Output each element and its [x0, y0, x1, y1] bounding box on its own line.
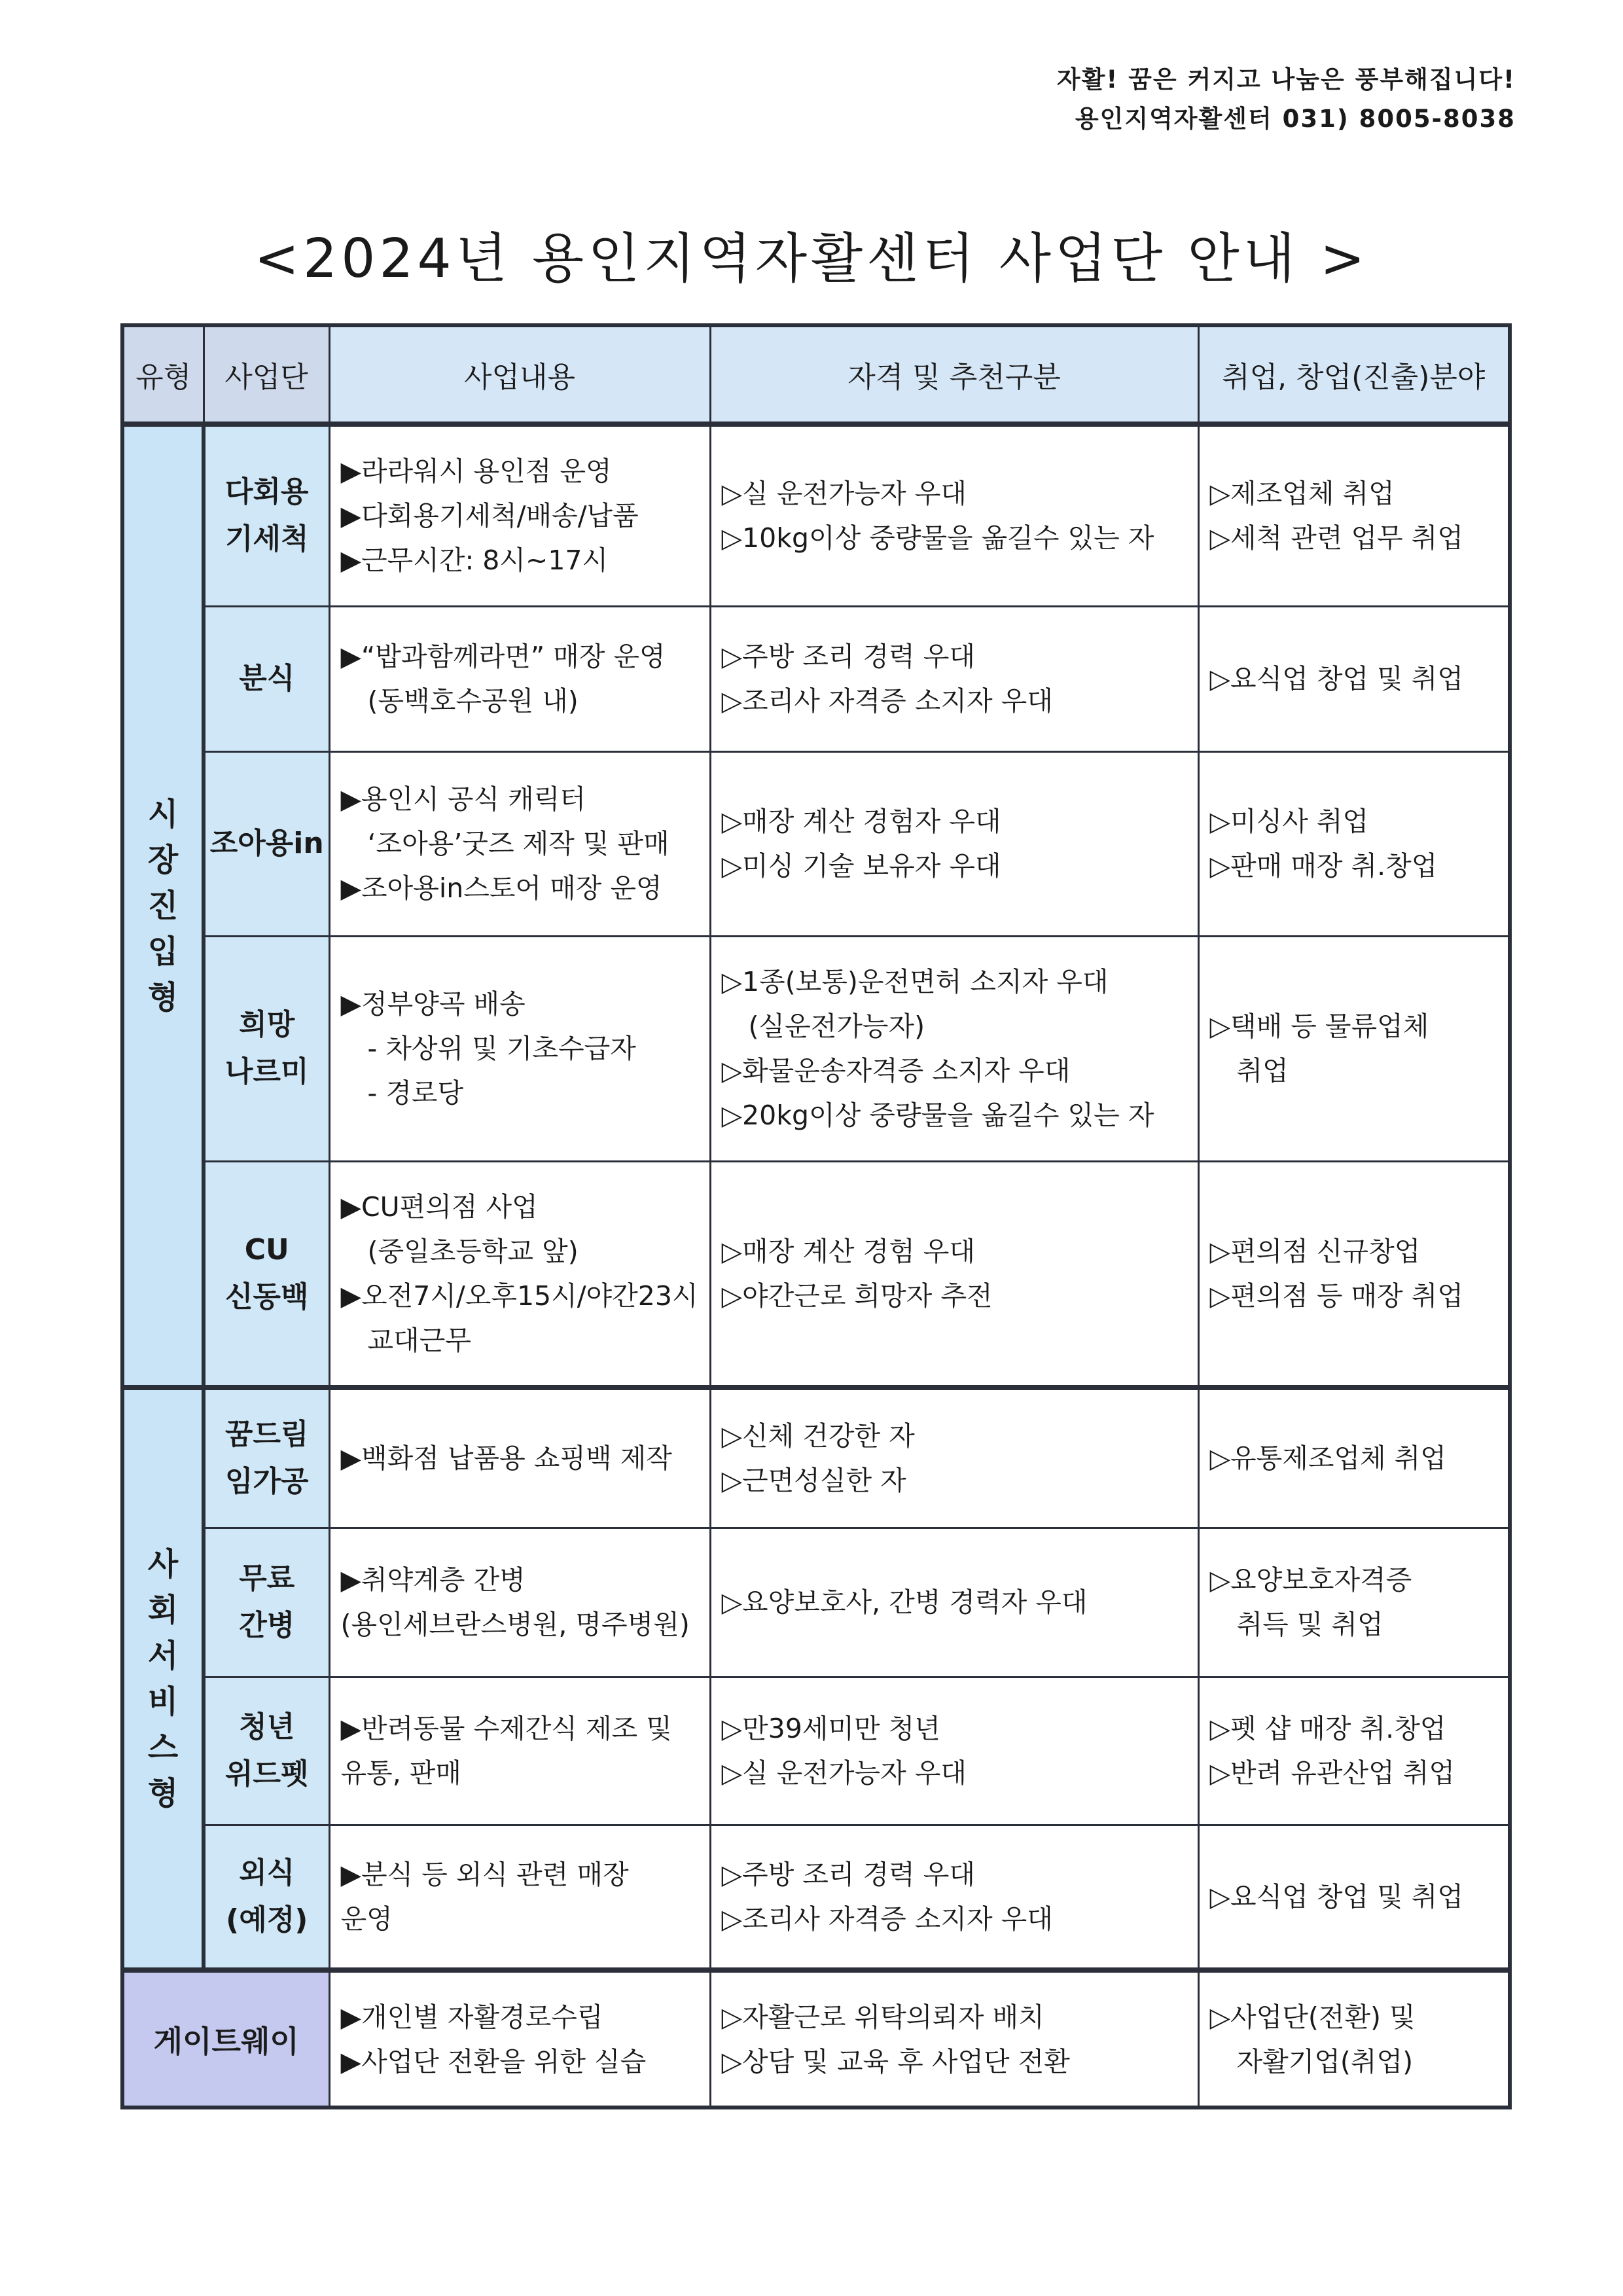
gateway-career-line: 자활기업(취업) — [1209, 2045, 1414, 2077]
qualification-cell — [710, 424, 1198, 606]
table-row — [122, 1388, 1510, 1528]
content-line: ▶조아용in스토어 매장 운영 — [340, 872, 662, 904]
unit-name-line: CU — [244, 1232, 289, 1266]
column-header-career: 취업, 창업(진출)분야 — [1198, 325, 1510, 424]
unit-name-line: 분식 — [239, 662, 295, 695]
content-line: ▶취약계층 간병 — [340, 1564, 526, 1596]
unit-name-line: 조아용in — [209, 827, 324, 860]
qualification-line: ▷주방 조리 경력 우대 — [721, 1858, 975, 1890]
table-header-row — [122, 325, 1510, 424]
career-line: ▷세척 관련 업무 취업 — [1209, 522, 1463, 554]
content-line: ▶반려동물 수제간식 제조 및 — [340, 1713, 672, 1744]
table-row — [122, 1825, 1510, 1970]
table-row — [122, 1528, 1510, 1677]
career-line: ▷제조업체 취업 — [1209, 478, 1395, 510]
content-line: ▶오전7시/오후15시/야간23시 — [340, 1280, 698, 1312]
qualification-cell — [710, 936, 1198, 1161]
type-char: 스 — [147, 1729, 179, 1766]
unit-name-cell — [204, 1677, 329, 1825]
career-line: 취업 — [1209, 1055, 1289, 1086]
career-line: ▷요식업 창업 및 취업 — [1209, 663, 1463, 694]
table-row — [122, 936, 1510, 1161]
content-cell — [329, 1528, 710, 1677]
career-cell — [1198, 606, 1510, 751]
career-cell — [1198, 1825, 1510, 1970]
type-char: 회 — [147, 1592, 179, 1628]
column-header-unit: 사업단 — [204, 325, 329, 424]
unit-name-line: 청년 — [239, 1710, 295, 1744]
type-char: 형 — [147, 1775, 179, 1812]
unit-name-cell — [204, 751, 329, 936]
type-char: 형 — [147, 979, 179, 1016]
content-line: ▶백화점 납품용 쇼핑백 제작 — [340, 1443, 672, 1475]
qualification-line: ▷매장 계산 경험자 우대 — [721, 806, 1001, 837]
qualification-cell — [710, 1161, 1198, 1388]
career-cell — [1198, 1677, 1510, 1825]
gateway-qualification-line: ▷상담 및 교육 후 사업단 전환 — [721, 2045, 1070, 2077]
unit-name-line: 나르미 — [224, 1055, 309, 1088]
content-cell — [329, 1388, 710, 1528]
gateway-label: 게이트웨이 — [122, 1970, 329, 2108]
gateway-content-line: ▶사업단 전환을 위한 실습 — [340, 2045, 647, 2077]
content-line: 운영 — [340, 1903, 393, 1935]
unit-name-cell — [204, 936, 329, 1161]
unit-name-cell — [204, 1388, 329, 1528]
unit-name-line: 외식 — [239, 1856, 295, 1890]
content-cell — [329, 424, 710, 606]
career-line: 취득 및 취업 — [1209, 1609, 1383, 1640]
table-row — [122, 751, 1510, 936]
career-line: ▷요식업 창업 및 취업 — [1209, 1880, 1463, 1912]
unit-name-cell — [204, 424, 329, 606]
table-row — [122, 1677, 1510, 1825]
qualification-line: ▷화물운송자격증 소지자 우대 — [721, 1055, 1071, 1086]
gateway-qualification-line: ▷자활근로 위탁의뢰자 배치 — [721, 2001, 1044, 2033]
content-line: ▶용인시 공식 캐릭터 — [340, 783, 586, 815]
type-char: 사 — [147, 1546, 179, 1583]
unit-name-cell — [204, 1825, 329, 1970]
table-row — [122, 606, 1510, 751]
column-header-qualification: 자격 및 추천구분 — [710, 325, 1198, 424]
career-line: ▷편의점 신규창업 — [1209, 1235, 1421, 1267]
content-line: ▶정부양곡 배송 — [340, 988, 526, 1020]
content-line: 교대근무 — [340, 1324, 471, 1356]
qualification-cell — [710, 1677, 1198, 1825]
type-char: 서 — [147, 1638, 179, 1674]
career-cell — [1198, 1528, 1510, 1677]
career-line: ▷편의점 등 매장 취업 — [1209, 1280, 1463, 1312]
qualification-line: ▷신체 건강한 자 — [721, 1420, 915, 1452]
unit-name-cell — [204, 1161, 329, 1388]
gateway-content-line: ▶개인별 자활경로수립 — [340, 2001, 603, 2033]
qualification-cell — [710, 1528, 1198, 1677]
header-slogan: 자활! 꿈은 커지고 나눔은 풍부해집니다! — [1056, 65, 1516, 94]
content-line: ‘조아용’굿즈 제작 및 판매 — [340, 828, 669, 859]
career-line: ▷유통제조업체 취업 — [1209, 1443, 1446, 1475]
unit-name-line: 꿈드림 — [224, 1418, 309, 1452]
unit-name-cell — [204, 606, 329, 751]
unit-name-line: (예정) — [226, 1903, 308, 1937]
content-line: ▶“밥과함께라면” 매장 운영 — [340, 641, 666, 672]
content-line: (동백호수공원 내) — [340, 685, 579, 717]
content-cell — [329, 751, 710, 936]
column-header-type: 유형 — [122, 325, 204, 424]
content-line: ▶분식 등 외식 관련 매장 — [340, 1858, 629, 1890]
content-line: ▶라라워시 용인점 운영 — [340, 456, 612, 488]
content-cell — [329, 1677, 710, 1825]
content-cell — [329, 936, 710, 1161]
qualification-cell — [710, 1388, 1198, 1528]
qualification-line: (실운전가능자) — [721, 1011, 925, 1042]
qualification-line: ▷근면성실한 자 — [721, 1465, 906, 1497]
career-line: ▷판매 매장 취.창업 — [1209, 850, 1438, 882]
qualification-line: ▷매장 계산 경험 우대 — [721, 1235, 975, 1267]
table-body — [122, 424, 1510, 2108]
content-cell — [329, 606, 710, 751]
content-line: 유통, 판매 — [340, 1757, 461, 1789]
unit-name-line: 무료 — [239, 1562, 295, 1595]
table-row — [122, 1161, 1510, 1388]
qualification-cell — [710, 1825, 1198, 1970]
type-char: 입 — [147, 933, 179, 970]
unit-name-line: 임가공 — [224, 1465, 309, 1499]
qualification-cell — [710, 751, 1198, 936]
career-cell — [1198, 936, 1510, 1161]
unit-name-cell — [204, 1528, 329, 1677]
content-line: ▶근무시간: 8시~17시 — [340, 545, 609, 577]
content-line: (용인세브란스병원, 명주병원) — [340, 1609, 690, 1640]
business-unit-table — [120, 323, 1512, 2109]
content-line: ▶CU편의점 사업 — [340, 1191, 538, 1223]
career-line: ▷택배 등 물류업체 — [1209, 1011, 1429, 1042]
content-line: - 경로당 — [340, 1077, 464, 1109]
type-cell-market-entry — [122, 424, 204, 1388]
content-line: (중일초등학교 앞) — [340, 1235, 579, 1267]
career-line: ▷미싱사 취업 — [1209, 806, 1369, 837]
unit-name-line: 신동백 — [224, 1280, 309, 1314]
unit-name-line: 기세척 — [224, 522, 309, 556]
gateway-content-cell — [329, 1970, 710, 2108]
gateway-row — [122, 1970, 1510, 2108]
table-row — [122, 424, 1510, 606]
gateway-career-cell — [1198, 1970, 1510, 2108]
type-char: 시 — [147, 796, 179, 833]
career-line: ▷요양보호자격증 — [1209, 1564, 1412, 1596]
qualification-line: ▷만39세미만 청년 — [721, 1713, 940, 1744]
qualification-line: ▷실 운전가능자 우대 — [721, 1757, 967, 1789]
type-cell-social-service — [122, 1388, 204, 1970]
page-title: <2024년 용인지역자활센터 사업단 안내 > — [254, 228, 1369, 290]
unit-name-line: 위드펫 — [224, 1757, 309, 1791]
qualification-line: ▷실 운전가능자 우대 — [721, 478, 967, 510]
header-contact: 용인지역자활센터 031) 8005-8038 — [1075, 105, 1516, 133]
qualification-line: ▷요양보호사, 간병 경력자 우대 — [721, 1587, 1088, 1618]
qualification-line: ▷10kg이상 중량물을 옮길수 있는 자 — [721, 522, 1154, 554]
qualification-line: ▷야간근로 희망자 추전 — [721, 1280, 993, 1312]
unit-name-line: 희망 — [239, 1008, 295, 1041]
career-line: ▷반려 유관산업 취업 — [1209, 1757, 1455, 1789]
qualification-line: ▷1종(보통)운전면허 소지자 우대 — [721, 966, 1109, 997]
gateway-career-line: ▷사업단(전환) 및 — [1209, 2001, 1416, 2033]
career-cell — [1198, 1388, 1510, 1528]
qualification-line: ▷주방 조리 경력 우대 — [721, 641, 975, 672]
type-char: 비 — [147, 1683, 179, 1720]
type-char: 장 — [147, 842, 179, 878]
career-line: ▷펫 샵 매장 취.창업 — [1209, 1713, 1446, 1744]
qualification-line: ▷미싱 기술 보유자 우대 — [721, 850, 1001, 882]
qualification-line: ▷조리사 자격증 소지자 우대 — [721, 1903, 1053, 1935]
qualification-line: ▷20kg이상 중량물을 옮길수 있는 자 — [721, 1100, 1154, 1131]
career-cell — [1198, 424, 1510, 606]
column-header-content: 사업내용 — [329, 325, 710, 424]
career-cell — [1198, 1161, 1510, 1388]
qualification-line: ▷조리사 자격증 소지자 우대 — [721, 685, 1053, 717]
content-line: - 차상위 및 기초수급자 — [340, 1033, 636, 1064]
content-line: ▶다회용기세척/배송/납품 — [340, 500, 639, 532]
unit-name-line: 간병 — [239, 1609, 295, 1642]
qualification-cell — [710, 606, 1198, 751]
content-cell — [329, 1825, 710, 1970]
unit-name-line: 다회용 — [224, 475, 309, 509]
career-cell — [1198, 751, 1510, 936]
content-cell — [329, 1161, 710, 1388]
type-char: 진 — [147, 888, 179, 924]
page-header — [1057, 60, 1516, 139]
gateway-qualification-cell — [710, 1970, 1198, 2108]
